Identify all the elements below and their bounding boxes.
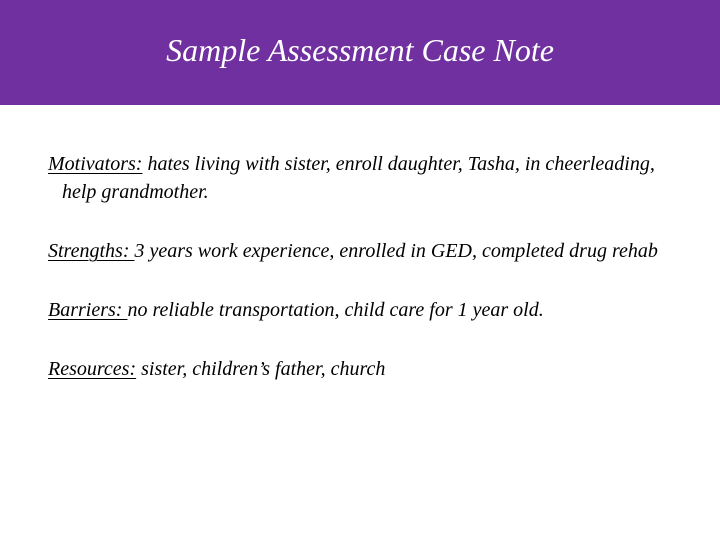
barriers-text: no reliable transportation, child care for 1 year old. [127,299,544,321]
case-note-body [48,150,688,414]
resources-text: sister, children’s father, church [136,358,386,380]
motivators-text: hates living with sister, enroll daughter, Tasha, in cheerleading, help grandmother. [62,153,655,203]
strengths-label: Strengths: [48,240,135,262]
barriers-label: Barriers: [48,299,128,321]
motivators-item [48,150,688,206]
strengths-text: 3 years work experience, enrolled in GED, completed drug rehab [134,240,658,262]
strengths-item [48,237,688,265]
motivators-label: Motivators: [48,153,143,175]
barriers-item [48,296,688,324]
resources-label: Resources: [48,358,137,380]
slide-title: Sample Assessment Case Note [166,32,554,68]
resources-item [48,355,688,383]
title-bar [0,0,720,105]
